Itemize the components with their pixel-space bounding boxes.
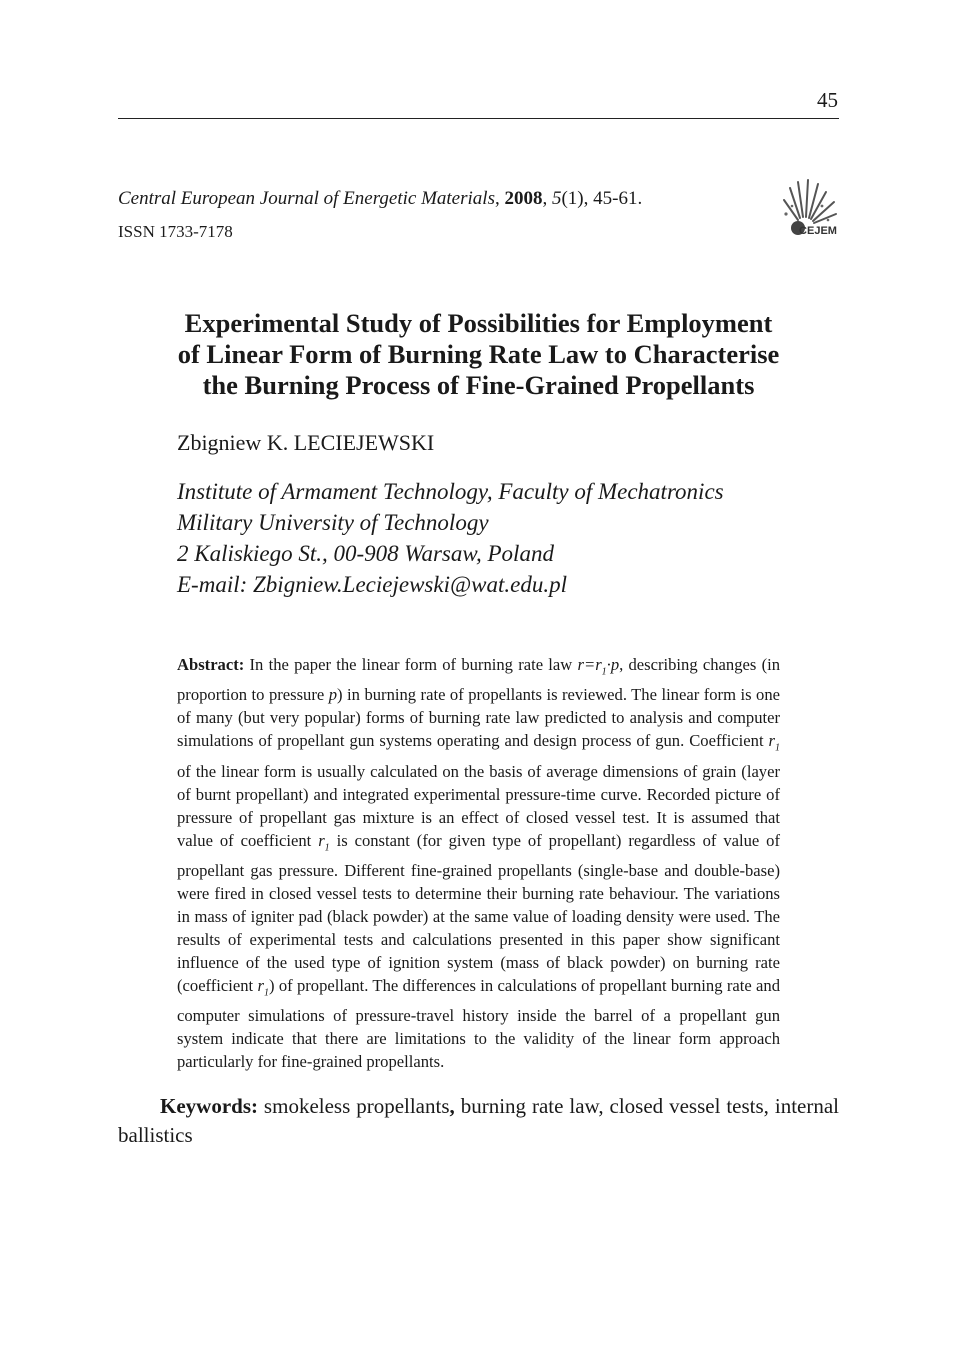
abstract: Abstract: In the paper the linear form of burning rate law $r=r_1\cdot p$, describing changes (in proportion to pressure p) in burning rate of propellants is reviewed. The linear form is one of many (but very popular) forms of burning rate law predicted to analysis and computer simulations of propellant gun systems operating and design process of gun. Coefficient $r_1$ of the linear form is usually calculated on the basis of average dimensions of grain (layer of burnt propellant) and integrated experimental pressure-time curve. Recorded picture of pressure of propellant gas mixture is an effect of closed vessel test. It is assumed that value of coefficient $r_1$ is constant (for given type of propellant) regardless of value of propellant gas pressure. Different fine-grained propellants (single-base and double-base) were fired in closed vessel tests to determine their burning rate behaviour. The variations in mass of igniter pad (black powder) at the same value of loading density were used. The results of experimental tests and calculations presented in this paper show significant influence of the used type of ignition system (mass of black powder) on burning rate (coefficient $r_1$) of propellant. The differences in calculations of propellant burning rate and computer simulations of pressure-travel history inside the barrel of a propellant gun system indicate that there are limitations to the validity of the linear form approach particularly for fine-grained propellants. [177,655,781,1072]
citation-separator: , [494,188,505,209]
citation-year: 2008 [504,188,543,209]
affiliation-university: Military University of Technology [177,510,489,535]
title-line: of Linear Form of Burning Rate Law to Characterise [177,339,780,369]
citation-separator: , [542,188,552,209]
author-name: Zbigniew K. LECIEJEWSKI [177,430,435,455]
title-line: the Burning Process of Fine-Grained Propellants [202,370,755,400]
coefficient-symbol: $r_1$ [257,975,269,999]
journal-name: Central European Journal of Energetic Materials [118,188,495,209]
author-affiliation [177,476,724,600]
cejem-logo-icon [776,176,840,240]
logo-text: CEJEM [799,225,837,237]
affiliation-institute: Institute of Armament Technology, Faculty of Mechatronics [177,479,724,504]
paper-title [118,308,839,401]
header-rule [118,118,839,119]
keywords-label: Keywords: [160,1094,258,1118]
title-line: Experimental Study of Possibilities for Employment [184,308,773,338]
burning-rate-law-formula: $r=r_1\cdot p$ [577,655,620,678]
issn: ISSN 1733-7178 [118,222,233,241]
journal-citation [118,188,642,210]
citation-issue-pages: (1), 45-61. [561,188,643,209]
citation-volume: 5 [551,188,562,209]
keywords: Keywords: smokeless propellants, burning rate law, closed vessel tests, internal ballistics [118,1094,839,1147]
page-number: 45 [817,88,838,112]
affiliation-address: 2 Kaliskiego St., 00-908 Warsaw, Poland [177,541,554,566]
logo-burst-lines [784,180,836,223]
affiliation-email: E-mail: Zbigniew.Leciejewski@wat.edu.pl [177,572,567,597]
coefficient-symbol: $r_1$ [318,830,330,853]
coefficient-symbol: $r_1$ [768,731,780,754]
abstract-label: Abstract: [177,655,245,674]
